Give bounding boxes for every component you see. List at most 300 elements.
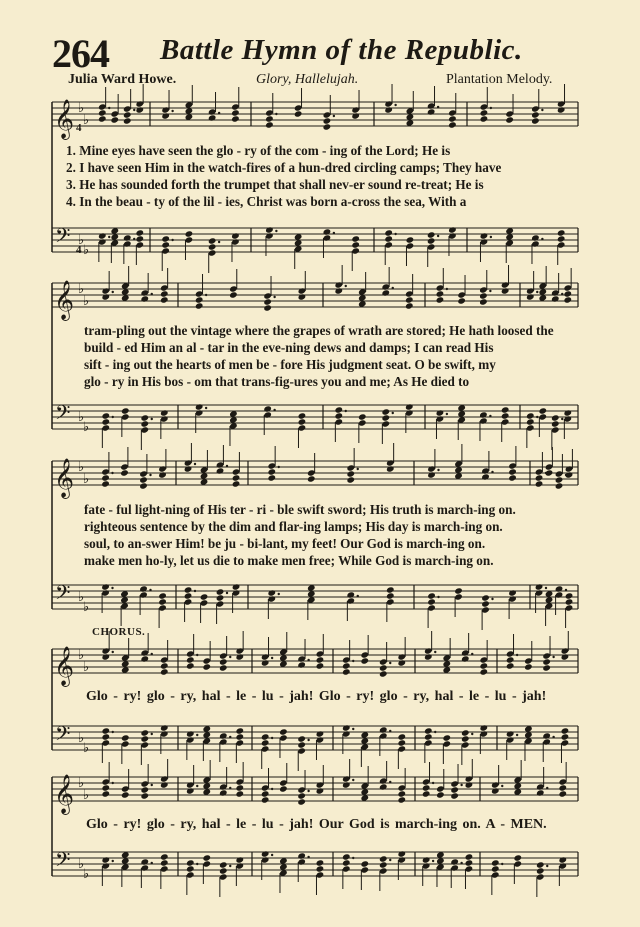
note-dot: [489, 415, 491, 417]
flat-sign: ♭: [78, 409, 85, 424]
note-head: [195, 302, 204, 309]
note-dot: [394, 233, 396, 235]
note-head: [342, 724, 351, 731]
note-head: [160, 668, 169, 675]
flat-sign: ♭: [83, 866, 90, 881]
note-head: [121, 407, 130, 414]
clef: 𝄢: [55, 401, 71, 429]
note-head: [465, 859, 474, 866]
note-head: [424, 733, 433, 740]
note-head: [526, 293, 535, 300]
note-dot: [489, 290, 491, 292]
note-head: [101, 583, 110, 590]
note-head: [545, 469, 554, 476]
note-dot: [226, 465, 228, 467]
note-dot: [434, 651, 436, 653]
note-dot: [229, 736, 231, 738]
note-dot: [333, 232, 335, 234]
note-head: [123, 117, 132, 124]
note-head: [140, 295, 149, 302]
note-head: [351, 241, 360, 248]
clef: 𝄞: [54, 99, 75, 139]
verse-line: sift - ing out the hearts of men be - fore His judgment seat. O be swift, my: [84, 357, 496, 372]
note-head: [140, 792, 149, 799]
note-head: [555, 476, 564, 483]
clef: 𝄢: [55, 722, 71, 750]
note-head: [384, 106, 393, 113]
note-head: [506, 730, 515, 737]
note-dot: [392, 412, 394, 414]
note-head: [121, 734, 130, 741]
note-dot: [271, 788, 273, 790]
note-head: [161, 112, 170, 119]
note-head: [229, 291, 238, 298]
note-head: [297, 792, 306, 799]
note-head: [101, 474, 110, 481]
note-head: [480, 232, 489, 239]
note-head: [381, 289, 390, 296]
note-head: [551, 420, 560, 427]
note-head: [219, 789, 228, 796]
note-head: [261, 733, 270, 740]
note-head: [513, 854, 522, 861]
note-dot: [432, 782, 434, 784]
flat-sign: ♭: [78, 647, 85, 662]
note-head: [121, 791, 130, 798]
note-head: [342, 662, 351, 669]
note-head: [158, 598, 167, 605]
note-dot: [446, 413, 448, 415]
note-dot: [437, 106, 439, 108]
note-head: [316, 656, 325, 663]
note-head: [261, 659, 270, 666]
note-head: [101, 412, 110, 419]
note-head: [379, 861, 388, 868]
note-dot: [151, 733, 153, 735]
note-head: [267, 474, 276, 481]
note-head: [351, 112, 360, 119]
note-head: [160, 290, 169, 297]
note-head: [397, 659, 406, 666]
note-head: [219, 664, 228, 671]
flat-sign: ♭: [78, 100, 85, 115]
note-head: [542, 658, 551, 665]
note-head: [558, 790, 567, 797]
note-dot: [389, 859, 391, 861]
note-head: [480, 109, 489, 116]
note-head: [457, 297, 466, 304]
note-head: [536, 867, 545, 874]
note-head: [216, 594, 225, 601]
note-head: [184, 465, 193, 472]
note-head: [232, 480, 241, 487]
note-head: [195, 403, 204, 410]
flat-sign: ♭: [78, 730, 85, 745]
note-head: [479, 724, 488, 731]
flat-sign: ♭: [78, 232, 85, 247]
note-head: [316, 859, 325, 866]
time-signature: 4: [76, 122, 82, 134]
note-head: [98, 115, 107, 122]
note-dot: [229, 656, 231, 658]
note-head: [202, 854, 211, 861]
note-head: [481, 594, 490, 601]
note-head: [216, 467, 225, 474]
note-dot: [471, 733, 473, 735]
note-head: [297, 798, 306, 805]
note-head: [379, 855, 388, 862]
note-dot: [552, 656, 554, 658]
clef: 𝄞: [54, 458, 75, 498]
verse-line: 2. I have seen Him in the watch-fires of a hun-dred circling camps; They have: [66, 160, 502, 175]
note-head: [297, 661, 306, 668]
note-head: [334, 412, 343, 419]
verse-line: make men ho-ly, let us die to make men free; While God is march-ing on.: [84, 553, 494, 568]
note-head: [405, 403, 414, 410]
note-head: [465, 853, 474, 860]
note-head: [235, 733, 244, 740]
note-head: [557, 106, 566, 113]
note-dot: [196, 654, 198, 656]
verse-line: soul, to an-swer Him! be ju - bi-lant, my feet! Our God is march-ing on.: [84, 536, 486, 551]
note-head: [427, 231, 436, 238]
note-head: [265, 115, 274, 122]
note-dot: [108, 107, 110, 109]
note-dot: [112, 782, 114, 784]
note-dot: [151, 418, 153, 420]
note-head: [436, 791, 445, 798]
flat-sign: ♭: [78, 281, 85, 296]
note-dot: [196, 734, 198, 736]
note-head: [219, 867, 228, 874]
note-dot: [194, 590, 196, 592]
note-dot: [501, 863, 503, 865]
note-dot: [112, 291, 114, 293]
note-head: [261, 796, 270, 803]
note-head: [263, 405, 272, 412]
note-head: [479, 292, 488, 299]
note-dot: [151, 653, 153, 655]
note-head: [161, 241, 170, 248]
note-head: [465, 781, 474, 788]
clef: 𝄞: [54, 646, 75, 686]
note-head: [479, 662, 488, 669]
note-head: [422, 856, 431, 863]
chorus-lyric-line: Glo - ry! glo - ry, hal - le - lu - jah! Our God is march-ing on. A - MEN.: [86, 817, 547, 832]
note-dot: [133, 109, 135, 111]
verse-line: glo - ry in His bos - om that trans-fig-ures you and me; As He died to: [84, 374, 470, 389]
note-head: [536, 789, 545, 796]
note-head: [461, 735, 470, 742]
note-head: [397, 790, 406, 797]
note-head: [297, 735, 306, 742]
note-dot: [536, 416, 538, 418]
author-credit: Julia Ward Howe.: [68, 72, 177, 87]
note-head: [235, 856, 244, 863]
note-dot: [112, 860, 114, 862]
note-head: [397, 796, 406, 803]
note-head: [563, 296, 572, 303]
note-head: [384, 229, 393, 236]
note-head: [381, 414, 390, 421]
note-head: [185, 230, 194, 237]
clef: 𝄞: [54, 280, 75, 320]
note-head: [379, 726, 388, 733]
note-head: [135, 229, 144, 236]
verse-line: righteous sentence by the dim and flar-ing lamps; His day is march-ing on.: [84, 519, 503, 534]
note-head: [561, 727, 570, 734]
note-head: [342, 668, 351, 675]
note-head: [101, 293, 110, 300]
note-dot: [307, 659, 309, 661]
note-head: [561, 733, 570, 740]
note-head: [526, 418, 535, 425]
note-head: [140, 414, 149, 421]
note-dot: [490, 236, 492, 238]
note-head: [535, 583, 544, 590]
clef: 𝄞: [54, 774, 75, 814]
note-head: [358, 413, 367, 420]
note-dot: [490, 107, 492, 109]
note-dot: [271, 854, 273, 856]
note-head: [379, 664, 388, 671]
note-dot: [108, 236, 110, 238]
note-head: [235, 784, 244, 791]
note-dot: [149, 589, 151, 591]
note-dot: [111, 472, 113, 474]
note-head: [555, 482, 564, 489]
note-head: [506, 662, 515, 669]
note-head: [334, 406, 343, 413]
note-head: [265, 121, 274, 128]
flat-sign: ♭: [78, 589, 85, 604]
note-head: [551, 414, 560, 421]
note-head: [186, 662, 195, 669]
note-head: [448, 226, 457, 233]
note-head: [479, 411, 488, 418]
note-head: [123, 234, 132, 241]
note-dot: [389, 730, 391, 732]
note-head: [261, 790, 270, 797]
note-head: [536, 861, 545, 868]
note-dot: [352, 728, 354, 730]
flat-sign: ♭: [83, 242, 90, 257]
note-dot: [546, 787, 548, 789]
note-head: [101, 856, 110, 863]
note-head: [442, 734, 451, 741]
note-head: [140, 729, 149, 736]
note-dot: [226, 592, 228, 594]
note-dot: [460, 784, 462, 786]
note-dot: [278, 593, 280, 595]
note-head: [565, 598, 574, 605]
note-head: [316, 662, 325, 669]
note-head: [531, 111, 540, 118]
note-dot: [565, 589, 567, 591]
note-head: [334, 287, 343, 294]
note-dot: [345, 285, 347, 287]
note-dot: [205, 294, 207, 296]
note-head: [158, 592, 167, 599]
note-head: [139, 482, 148, 489]
note-head: [216, 588, 225, 595]
note-head: [491, 865, 500, 872]
note-head: [565, 471, 574, 478]
note-dot: [491, 598, 493, 600]
flat-sign: ♭: [83, 419, 90, 434]
note-head: [235, 727, 244, 734]
note-head: [232, 583, 241, 590]
flat-sign: ♭: [78, 856, 85, 871]
chorus-lyric-line: Glo - ry! glo - ry, hal - le - lu - jah! Glo - ry! glo - ry, hal - le - lu - jah!: [86, 689, 547, 704]
note-head: [120, 469, 129, 476]
note-dot: [196, 785, 198, 787]
note-dot: [333, 115, 335, 117]
note-head: [160, 859, 169, 866]
note-dot: [271, 737, 273, 739]
note-dot: [394, 104, 396, 106]
note-dot: [229, 865, 231, 867]
note-head: [219, 658, 228, 665]
note-dot: [389, 662, 391, 664]
note-head: [232, 474, 241, 481]
note-head: [427, 471, 436, 478]
note-head: [279, 728, 288, 735]
note-head: [219, 732, 228, 739]
note-head: [379, 670, 388, 677]
note-head: [342, 853, 351, 860]
note-dot: [111, 587, 113, 589]
note-head: [298, 418, 307, 425]
note-head: [427, 592, 436, 599]
note-head: [538, 407, 547, 414]
note-head: [323, 123, 332, 130]
note-dot: [273, 296, 275, 298]
note-head: [558, 784, 567, 791]
note-dot: [112, 731, 114, 733]
note-head: [524, 663, 533, 670]
note-head: [140, 735, 149, 742]
verse-line: 3. He has sounded forth the trumpet that shall nev-er sound re-treat; He is: [66, 177, 484, 192]
note-dot: [561, 293, 563, 295]
note-dot: [471, 653, 473, 655]
note-head: [316, 787, 325, 794]
note-head: [501, 406, 510, 413]
note-head: [422, 784, 431, 791]
note-head: [397, 739, 406, 746]
note-head: [101, 418, 110, 425]
note-head: [542, 664, 551, 671]
note-head: [140, 858, 149, 865]
note-dot: [460, 862, 462, 864]
note-dot: [541, 238, 543, 240]
note-dot: [434, 731, 436, 733]
flat-sign: ♭: [83, 112, 90, 127]
note-head: [563, 409, 572, 416]
flat-sign: ♭: [78, 775, 85, 790]
hymn-title: Battle Hymn of the Republic.: [160, 34, 523, 66]
note-dot: [446, 288, 448, 290]
note-dot: [491, 471, 493, 473]
note-head: [98, 109, 107, 116]
note-dot: [546, 865, 548, 867]
note-dot: [357, 468, 359, 470]
note-head: [307, 475, 316, 482]
note-head: [316, 730, 325, 737]
note-dot: [501, 785, 503, 787]
note-dot: [307, 739, 309, 741]
hymn-number: 264: [52, 31, 109, 76]
note-head: [535, 480, 544, 487]
note-head: [481, 600, 490, 607]
note-head: [506, 656, 515, 663]
note-head: [542, 732, 551, 739]
flat-sign: ♭: [83, 599, 90, 614]
note-head: [351, 235, 360, 242]
note-head: [555, 585, 564, 592]
note-head: [135, 106, 144, 113]
verse-line: fate - ful light-ning of His ter - ri - ble swift sword; His truth is march-ing on.: [84, 502, 516, 517]
note-head: [436, 296, 445, 303]
note-dot: [218, 112, 220, 114]
note-head: [208, 237, 217, 244]
note-dot: [345, 410, 347, 412]
note-head: [565, 592, 574, 599]
note-head: [508, 474, 517, 481]
note-head: [297, 741, 306, 748]
note-head: [261, 739, 270, 746]
note-head: [454, 587, 463, 594]
note-head: [557, 235, 566, 242]
note-head: [551, 295, 560, 302]
note-head: [563, 290, 572, 297]
note-head: [110, 116, 119, 123]
time-signature: 4: [76, 244, 82, 256]
note-head: [450, 792, 459, 799]
note-head: [135, 235, 144, 242]
note-head: [158, 471, 167, 478]
note-head: [140, 786, 149, 793]
note-head: [346, 476, 355, 483]
note-head: [101, 733, 110, 740]
note-dot: [278, 466, 280, 468]
note-head: [405, 296, 414, 303]
note-head: [101, 784, 110, 791]
note-head: [297, 852, 306, 859]
note-head: [298, 293, 307, 300]
note-head: [557, 229, 566, 236]
note-head: [186, 730, 195, 737]
note-head: [231, 115, 240, 122]
note-head: [381, 408, 390, 415]
note-dot: [149, 474, 151, 476]
note-dot: [229, 787, 231, 789]
note-dot: [536, 291, 538, 293]
note-head: [386, 465, 395, 472]
clef: 𝄢: [55, 848, 71, 876]
note-dot: [112, 651, 114, 653]
note-head: [448, 115, 457, 122]
note-dot: [196, 863, 198, 865]
flat-sign: ♭: [83, 293, 90, 308]
note-dot: [541, 109, 543, 111]
tune-name: Glory, Hallelujah.: [256, 72, 359, 87]
note-head: [481, 473, 490, 480]
note-head: [235, 653, 244, 660]
note-head: [461, 729, 470, 736]
note-dot: [151, 784, 153, 786]
note-dot: [432, 860, 434, 862]
